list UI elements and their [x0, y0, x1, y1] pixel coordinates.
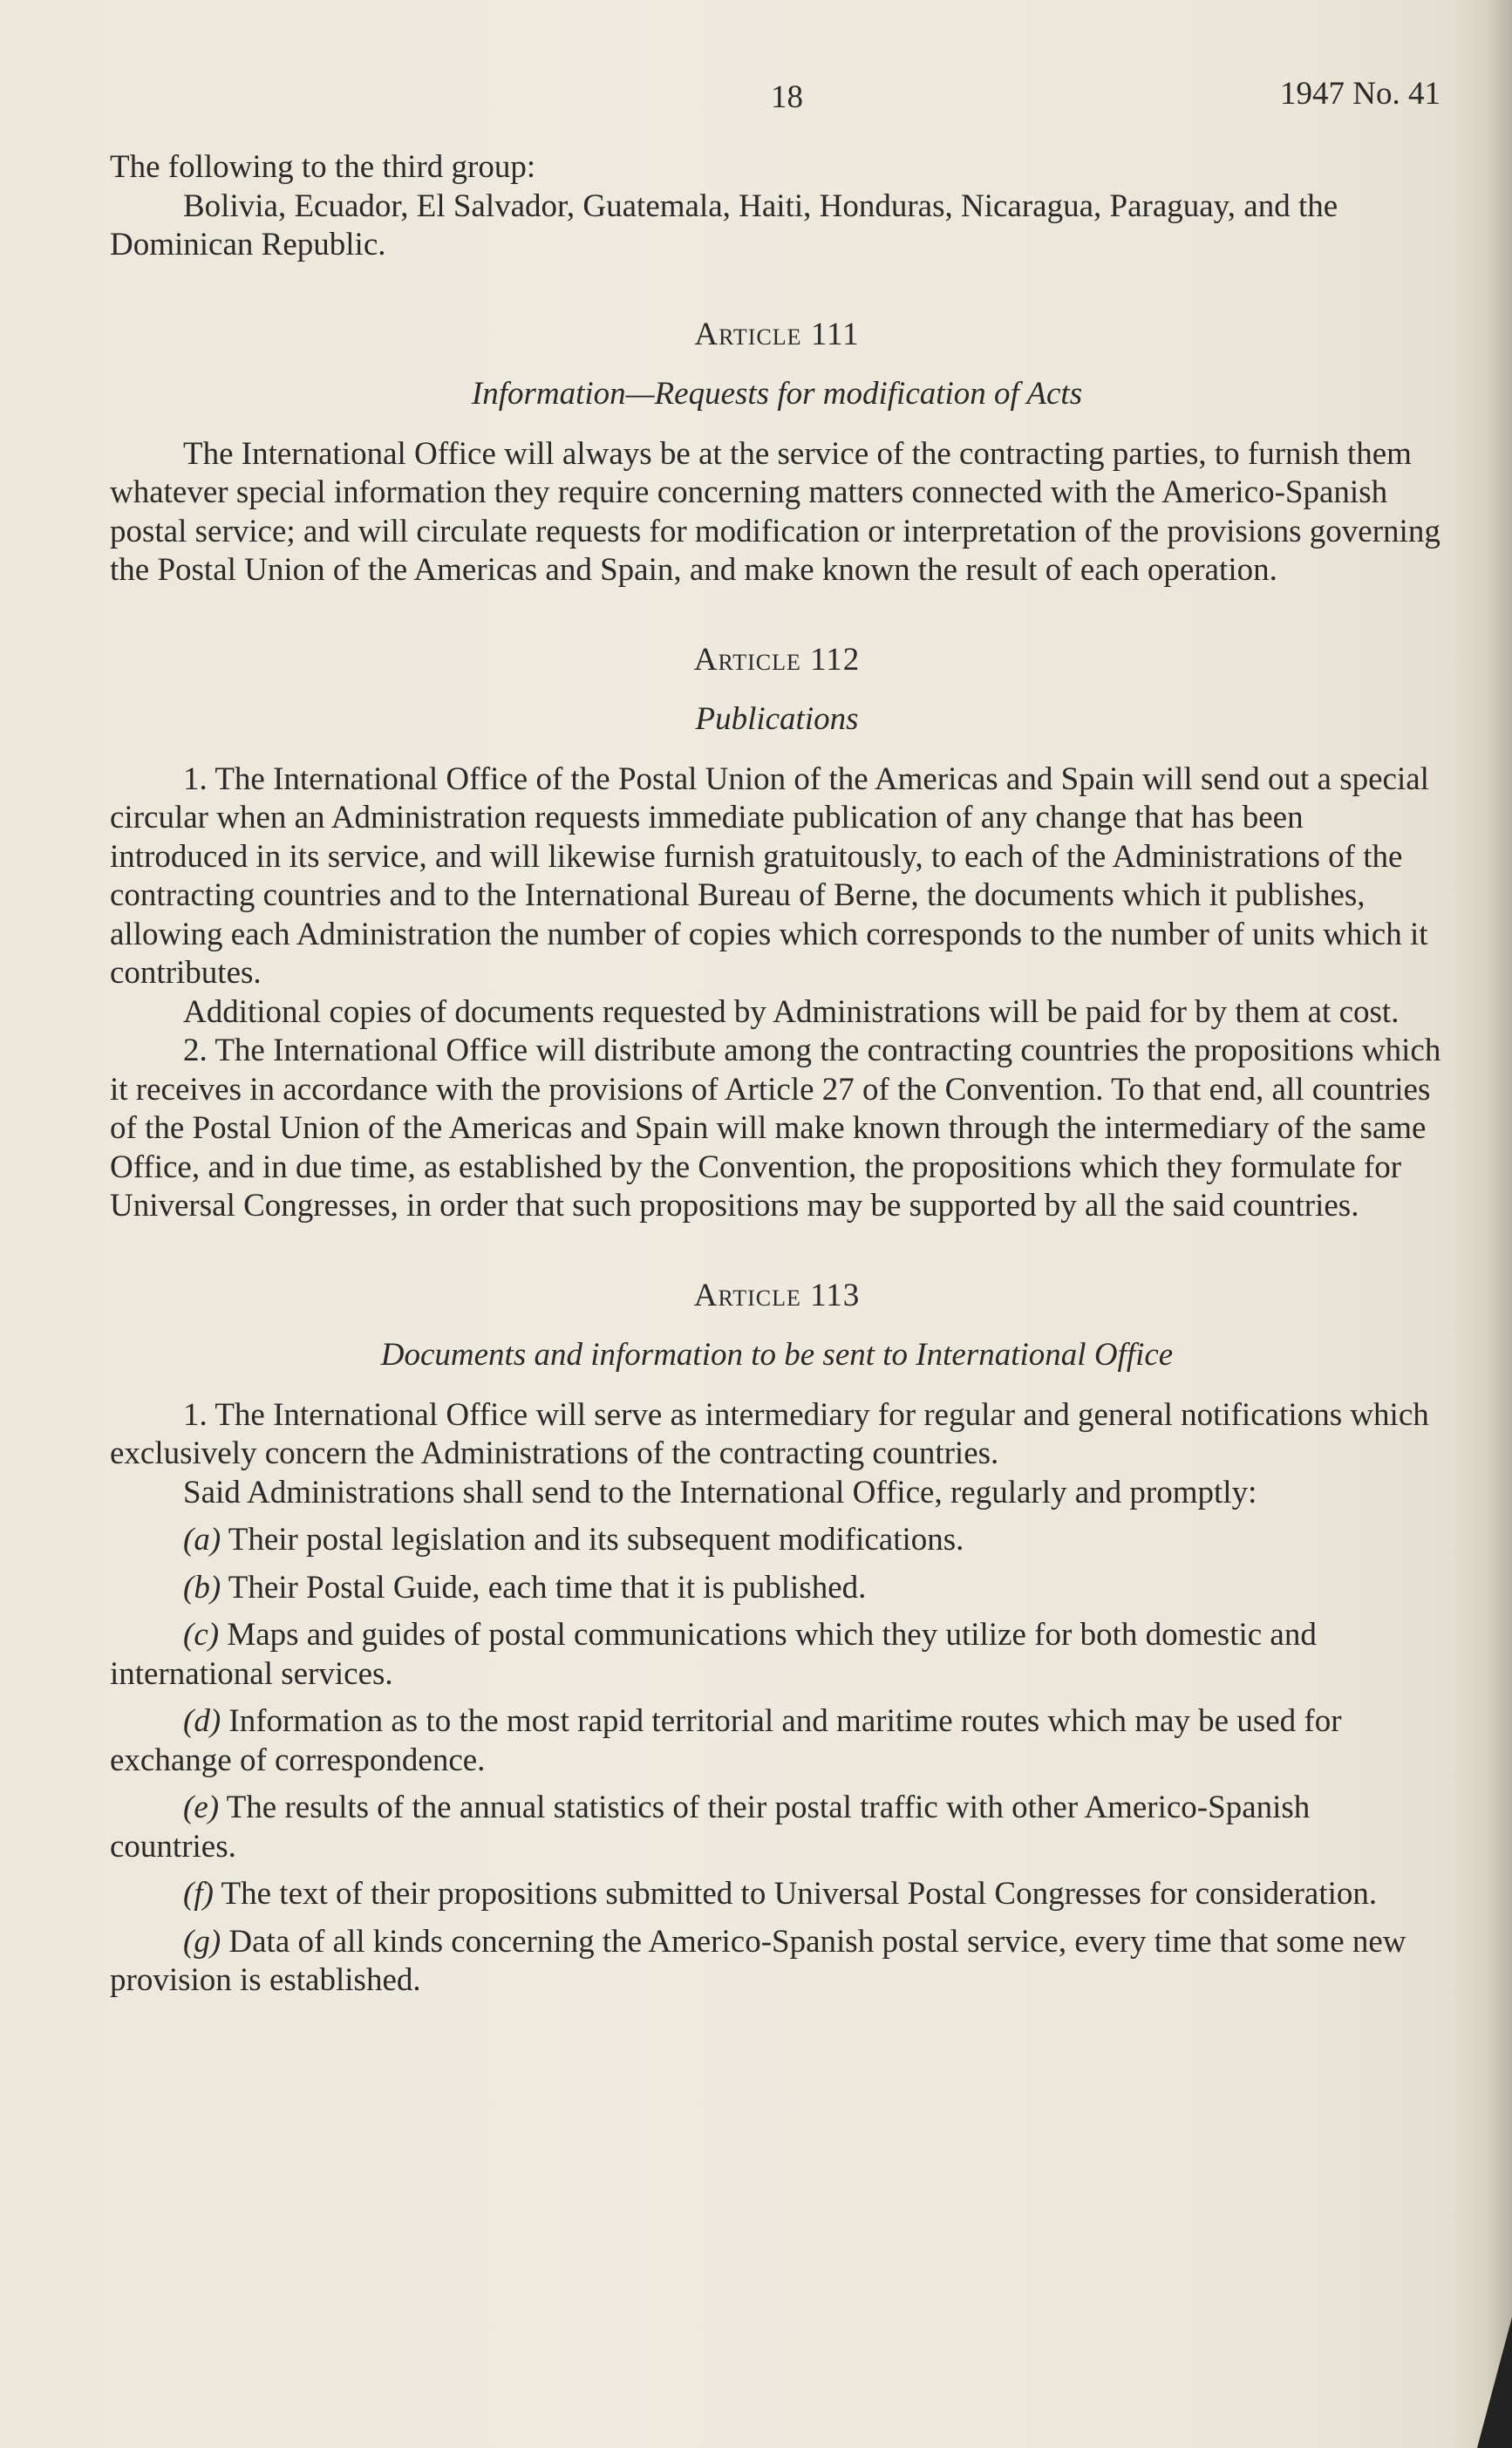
list-item: (a) Their postal legislation and its subsequent modifications. — [183, 1522, 964, 1558]
article-112-subheading: Publications — [695, 701, 859, 737]
article-111-subheading: Information—Requests for modification of Acts — [471, 376, 1083, 412]
article-112-paragraph-1: 1. The International Office of the Postal Union of the Americas and Spain will send out a special circular when an Administration requests immediate publication of any change that has been introduced in its service, and will likewise furnish gratuitously, to each of the Administrations of the contracting countries and to the International Bureau of Berne, the documents which it publishes, allowing each Administration the number of copies which corresponds to the number of units which it contributes. — [110, 760, 1429, 991]
page-corner — [1477, 2317, 1512, 2448]
country-list: Bolivia, Ecuador, El Salvador, Guatemala, Haiti, Honduras, Nicaragua, Paraguay, and the Dominican Republic. — [110, 188, 1338, 263]
article-111-heading: Article 111 — [694, 316, 860, 352]
list-item: (d) Information as to the most rapid territorial and maritime routes which may be used for exchange of correspondence. — [110, 1703, 1342, 1778]
list-item: (f) The text of their propositions submitted to Universal Postal Congresses for consideration. — [183, 1876, 1378, 1912]
list-item: (g) Data of all kinds concerning the Americo-Spanish postal service, every time that some new provision is established. — [110, 1923, 1406, 1998]
article-113-paragraph-1: 1. The International Office will serve as intermediary for regular and general notifications which exclusively concern the Administrations of the contracting countries. — [110, 1396, 1429, 1471]
page-shadow — [1451, 0, 1512, 2448]
article-112-paragraph-3: 2. The International Office will distribute among the contracting countries the propositions which it receives in accordance with the provisions of Article 27 of the Convention. To that end, all countries of the Postal Union of the Americas and Spain will make known through the intermediary of the same Office, and in due time, as established by the Convention, the propositions which they formulate for Universal Congresses, in order that such propositions may be supported by all the said countries. — [110, 1033, 1441, 1224]
list-item: (c) Maps and guides of postal communications which they utilize for both domestic and international services. — [110, 1617, 1317, 1692]
list-item: (b) Their Postal Guide, each time that it is published. — [183, 1569, 867, 1606]
article-112-heading: Article 112 — [693, 641, 861, 678]
page-number: 18 — [771, 79, 803, 115]
article-113-heading: Article 113 — [693, 1277, 861, 1313]
article-112-paragraph-2: Additional copies of documents requested by Administrations will be paid for by them at cost. — [183, 993, 1400, 1030]
statute-reference: 1947 No. 41 — [1280, 76, 1440, 112]
list-item: (e) The results of the annual statistics of their postal traffic with other Americo-Spanish countries. — [110, 1790, 1311, 1865]
article-113-subheading: Documents and information to be sent to International Office — [380, 1337, 1174, 1373]
article-111-paragraph: The International Office will always be at the service of the contracting parties, to furnish them whatever special information they require concerning matters connected with the Americo-Spanish postal service; and will circulate requests for modification or interpretation of the provisions governing the Postal Union of the Americas and Spain, and make known the result of each operation. — [110, 435, 1440, 588]
intro-line: The following to the third group: — [110, 149, 536, 185]
document-body — [110, 148, 1444, 2001]
page-header — [0, 70, 1512, 122]
article-113-paragraph-2: Said Administrations shall send to the International Office, regularly and promptly: — [183, 1474, 1257, 1510]
